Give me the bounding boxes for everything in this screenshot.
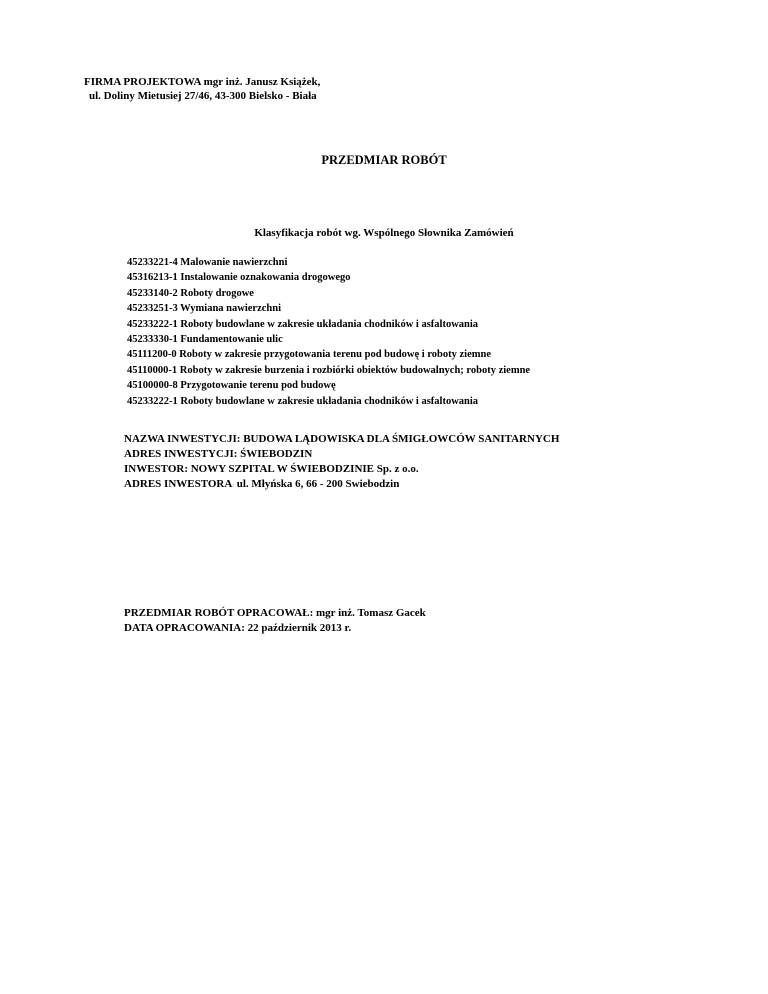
classification-item: 45316213-1 Instalowanie oznakowania drogowego [127, 272, 351, 284]
investor-address-value: ul. Młyńska 6, 66 - 200 Swiebodzin [233, 478, 400, 490]
prepared-by: PRZEDMIAR ROBÓT OPRACOWAŁ: mgr inż. Tomasz Gacek [124, 607, 426, 619]
investor: INWESTOR: NOWY SZPITAL W ŚWIEBODZINIE Sp. z o.o. [124, 463, 419, 475]
investor-address-separator: : [232, 483, 234, 489]
company-name: FIRMA PROJEKTOWA mgr inż. Janusz Książek, [84, 76, 321, 88]
classification-item: 45100000-8 Przygotowanie terenu pod budowę [127, 380, 336, 392]
classification-list [127, 255, 530, 409]
preparation-info [124, 606, 426, 636]
classification-item: 45233140-2 Roboty drogowe [127, 287, 254, 299]
investment-name: NAZWA INWESTYCJI: BUDOWA LĄDOWISKA DLA ŚMIGŁOWCÓW SANITARNYCH [124, 433, 560, 445]
investor-address [124, 477, 559, 494]
classification-item: 45233330-1 Fundamentowanie ulic [127, 334, 283, 346]
classification-item: 45233251-3 Wymiana nawierzchni [127, 303, 281, 315]
investment-address: ADRES INWESTYCJI: ŚWIEBODZIN [124, 448, 313, 460]
classification-item: 45111200-0 Roboty w zakresie przygotowania terenu pod budowę i roboty ziemne [127, 349, 491, 361]
document-title: PRZEDMIAR ROBÓT [321, 153, 447, 167]
investment-info [124, 432, 559, 494]
company-address: ul. Doliny Mietusiej 27/46, 43-300 Bielsko - Biała [89, 90, 317, 102]
investor-address-label: ADRES INWESTORA [124, 478, 233, 490]
classification-item: 45110000-1 Roboty w zakresie burzenia i rozbiórki obiektów budowalnych; roboty ziemne [127, 364, 531, 376]
preparation-date: DATA OPRACOWANIA: 22 październik 2013 r. [124, 622, 352, 634]
classification-item: 45233221-4 Malowanie nawierzchni [127, 257, 288, 268]
classification-item: 45233222-1 Roboty budowlane w zakresie układania chodników i asfaltowania [127, 318, 479, 330]
classification-item: 45233222-1 Roboty budowlane w zakresie układania chodników i asfaltowania [127, 395, 479, 407]
classification-heading: Klasyfikacja robót wg. Wspólnego Słownika Zamówień [254, 227, 514, 239]
